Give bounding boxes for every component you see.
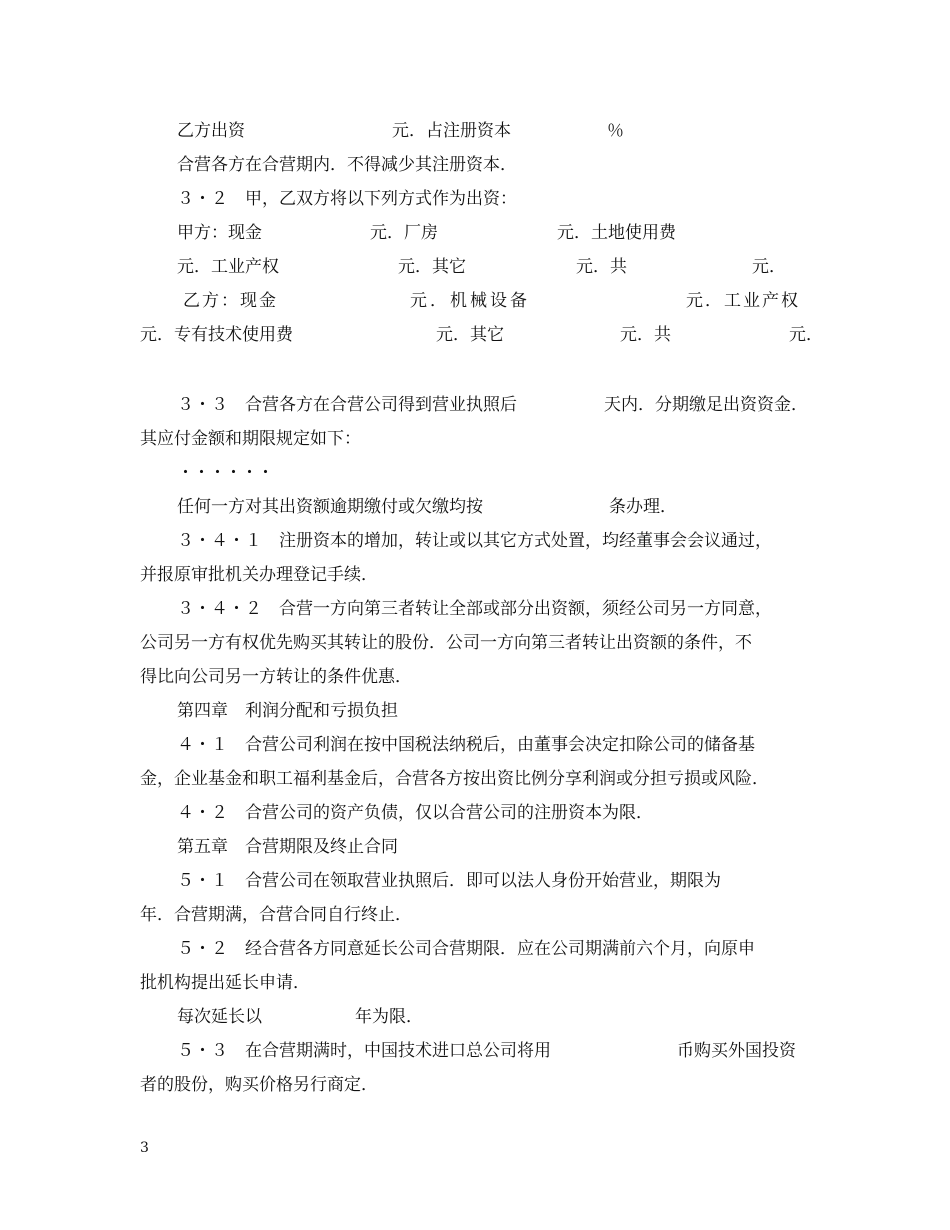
text-segment: 元．专有技术使用费: [140, 325, 293, 345]
text-segment: 元．共: [620, 325, 671, 345]
text-segment: 元．工业产权: [686, 291, 800, 311]
text-segment: ５・１ 合营公司在领取营业执照后．即可以法人身份开始营业，期限为: [177, 871, 721, 891]
text-segment: ５・３ 在合营期满时，中国技术进口总公司将用: [177, 1041, 551, 1061]
text-segment: 年．合营期满，合营合同自行终止．: [140, 905, 412, 925]
text-segment: ５・２ 经合营各方同意延长公司合营期限．应在公司期满前六个月，向原申: [177, 939, 755, 959]
text-segment: 天内．分期缴足出资资金．: [604, 395, 808, 415]
text-segment: 元．厂房: [370, 223, 438, 243]
page-number: 3: [140, 1140, 149, 1156]
text-segment: 得比向公司另一方转让的条件优惠．: [140, 667, 412, 687]
text-segment: ４・２ 合营公司的资产负债，仅以合营公司的注册资本为限．: [177, 803, 653, 823]
text-segment: ３・４・２ 合营一方向第三者转让全部或部分出资额，须经公司另一方同意，: [177, 599, 772, 619]
text-segment: 并报原审批机关办理登记手续．: [140, 565, 378, 585]
text-segment: ・・・・・・: [177, 463, 273, 483]
text-segment: 元．其它: [398, 257, 466, 277]
text-segment: ３・３ 合营各方在合营公司得到营业执照后: [177, 395, 517, 415]
text-segment: 第五章 合营期限及终止合同: [177, 837, 398, 857]
text-segment: 乙方出资: [177, 121, 245, 141]
text-segment: 合营各方在合营期内．不得减少其注册资本．: [177, 155, 517, 175]
text-segment: 甲方：现金: [177, 223, 262, 243]
text-segment: 任何一方对其出资额逾期缴付或欠缴均按: [177, 497, 483, 517]
text-segment: 乙方：现金: [183, 291, 278, 311]
text-segment: ３・２ 甲，乙双方将以下列方式作为出资：: [177, 189, 517, 209]
text-segment: 公司另一方有权优先购买其转让的股份．公司一方向第三者转让出资额的条件，不: [140, 633, 752, 653]
text-segment: 币购买外国投资: [677, 1041, 796, 1061]
text-segment: 第四章 利润分配和亏损负担: [177, 701, 398, 721]
text-segment: 其应付金额和期限规定如下：: [140, 429, 361, 449]
text-segment: ％: [607, 121, 624, 141]
text-segment: 金，企业基金和职工福利基金后，合营各方按出资比例分享利润或分担亏损或风险．: [140, 769, 769, 789]
text-segment: 元．土地使用费: [557, 223, 676, 243]
text-segment: ４・１ 合营公司利润在按中国税法纳税后，由董事会决定扣除公司的储备基: [177, 735, 755, 755]
text-segment: 元．其它: [436, 325, 504, 345]
text-segment: 批机构提出延长申请．: [140, 973, 310, 993]
text-segment: 元．: [789, 325, 823, 345]
text-segment: 年为限．: [355, 1007, 423, 1027]
text-segment: 每次延长以: [177, 1007, 262, 1027]
text-segment: 元．工业产权: [177, 257, 279, 277]
text-segment: ３・４・１ 注册资本的增加，转让或以其它方式处置，均经董事会会议通过，: [177, 531, 772, 551]
text-segment: 元．机械设备: [410, 291, 530, 311]
text-segment: 元．占注册资本: [392, 121, 511, 141]
text-segment: 者的股份，购买价格另行商定．: [140, 1075, 378, 1095]
text-segment: 条办理．: [609, 497, 677, 517]
text-segment: 元．: [752, 257, 786, 277]
text-segment: 元．共: [576, 257, 627, 277]
